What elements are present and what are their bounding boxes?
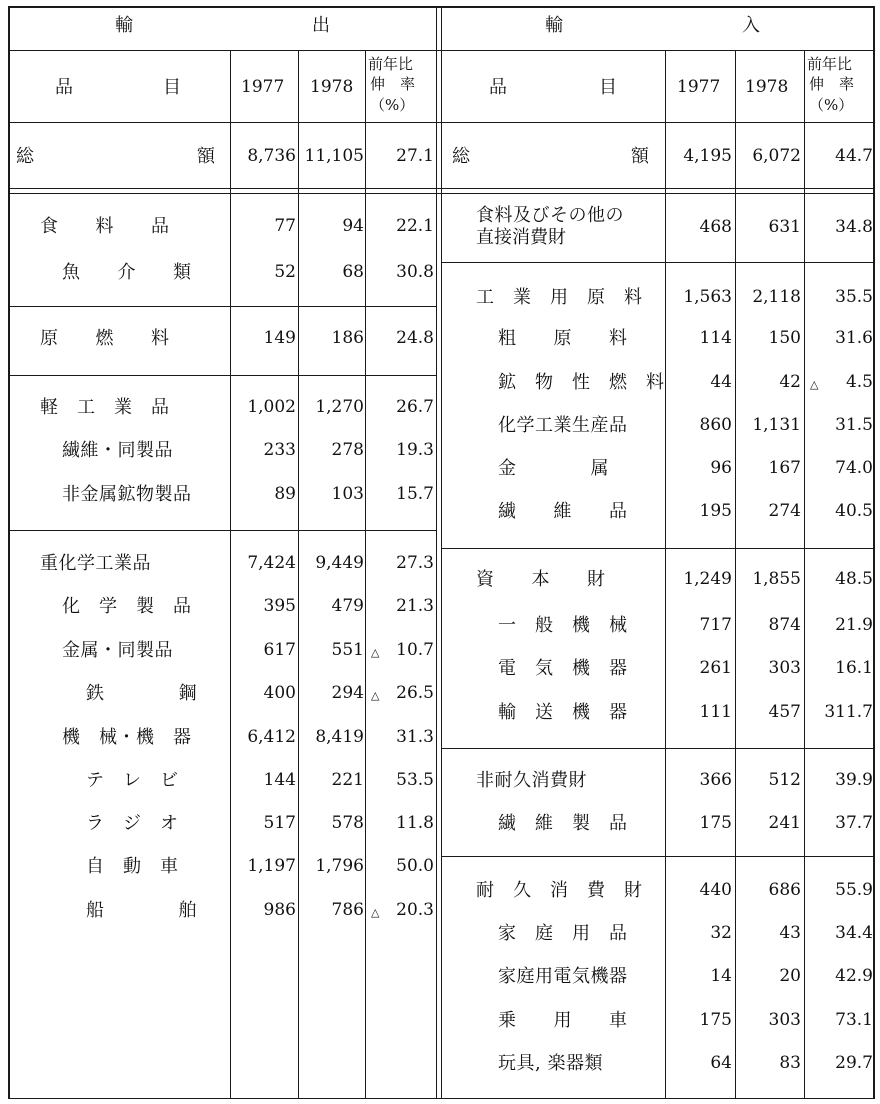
import-row-ratio: 73.1	[835, 1010, 873, 1030]
export-row-1977: 52	[274, 262, 296, 282]
import-row-1977: 114	[699, 328, 732, 348]
export-row-ratio: 20.3	[396, 900, 434, 920]
export-row-ratio: 30.8	[396, 262, 434, 282]
import-row-1977: 261	[699, 658, 732, 678]
export-row-label: 原 燃 料	[40, 328, 170, 349]
import-row-label: 工 業 用 原 料	[476, 287, 643, 308]
rule-right	[873, 6, 875, 1099]
import-row-ratio: 34.8	[835, 217, 873, 237]
export-col-1977: 1977	[241, 77, 285, 97]
import-row-1978: 686	[768, 880, 801, 900]
export-row-ratio: 21.3	[396, 596, 434, 616]
import-row-1977: 111	[699, 702, 732, 722]
export-row-1977: 517	[263, 813, 296, 833]
import-row-label: 繊 維 品	[498, 501, 628, 522]
export-heading-left: 輸	[115, 15, 133, 36]
export-row-1978: 1,270	[315, 397, 364, 417]
rule-imp-c3	[804, 50, 805, 1098]
export-col-ratio-1: 前年比	[368, 55, 414, 73]
import-row-1977: 860	[699, 415, 732, 435]
export-row-1978: 551	[331, 640, 364, 660]
import-col-item-2: 目	[599, 77, 617, 98]
rule-mid-b	[441, 6, 442, 1099]
import-row-1978: 274	[768, 501, 801, 521]
export-row-ratio: 10.7	[396, 640, 434, 660]
export-row-label: テ レ ビ	[86, 770, 179, 791]
import-total-label-left: 総	[452, 146, 470, 167]
export-row-ratio: 19.3	[396, 440, 434, 460]
import-row-ratio: 74.0	[835, 458, 873, 478]
export-row-1977: 1,197	[247, 856, 296, 876]
import-row-1977: 175	[699, 1010, 732, 1030]
import-row-1977: 44	[710, 372, 732, 392]
import-row-1977: 14	[710, 966, 732, 986]
rule-import-g1	[442, 262, 874, 263]
import-row-label: 粗 原 料	[498, 328, 628, 349]
import-row-1977: 468	[699, 217, 732, 237]
export-total-label-right: 額	[197, 146, 215, 167]
export-row-ratio: 15.7	[396, 484, 434, 504]
rule-exp-c1	[230, 50, 231, 1098]
rule-exp-c3	[365, 50, 366, 1098]
import-row-1977: 96	[710, 458, 732, 478]
import-col-ratio-3: （%）	[809, 96, 854, 114]
rule-import-g2	[442, 548, 874, 549]
import-row-1978: 457	[768, 702, 801, 722]
export-col-ratio-3: （%）	[370, 96, 415, 114]
export-heading-right: 出	[312, 15, 330, 36]
export-row-label: 軽 工 業 品	[40, 397, 170, 418]
import-row-1978: 512	[768, 770, 801, 790]
import-row-ratio: 55.9	[835, 880, 873, 900]
import-row-ratio: 34.4	[835, 923, 873, 943]
import-row-1978: 2,118	[752, 287, 801, 307]
rule-export-g1	[8, 306, 436, 307]
export-row-1978: 186	[331, 328, 364, 348]
import-total-label-right: 額	[631, 146, 649, 167]
export-row-1978: 9,449	[315, 553, 364, 573]
import-col-1977: 1977	[677, 77, 721, 97]
rule-exp-c2	[298, 50, 299, 1098]
import-row-ratio: 29.7	[835, 1053, 873, 1073]
export-row-ratio: 31.3	[396, 727, 434, 747]
export-row-label: 非金属鉱物製品	[62, 484, 192, 505]
import-row-1977: 366	[699, 770, 732, 790]
export-row-1977: 6,412	[247, 727, 296, 747]
import-row-1978: 43	[779, 923, 801, 943]
import-row-1977: 195	[699, 501, 732, 521]
import-row-label: 一 般 機 械	[498, 615, 628, 636]
import-row-label: 資 本 財	[476, 569, 606, 590]
export-row-ratio: 53.5	[396, 770, 434, 790]
export-row-label: 自 動 車	[86, 856, 179, 877]
export-col-ratio-2: 伸 率	[370, 75, 416, 93]
import-row-1978: 631	[768, 217, 801, 237]
export-row-ratio: 26.7	[396, 397, 434, 417]
import-col-ratio-2: 伸 率	[809, 75, 855, 93]
import-row-1978: 1,855	[752, 569, 801, 589]
export-row-1977: 986	[263, 900, 296, 920]
export-row-label: 食 料 品	[40, 216, 170, 237]
import-row-label: 電 気 機 器	[498, 658, 628, 679]
export-row-ratio: 22.1	[396, 216, 434, 236]
export-total-1978: 11,105	[304, 146, 364, 166]
import-row-label: 家 庭 用 品	[498, 923, 628, 944]
import-row-ratio: 4.5	[845, 372, 873, 392]
import-row-1978: 42	[779, 372, 801, 392]
export-row-neg-mark: △	[371, 689, 380, 702]
import-row-1977: 717	[699, 615, 732, 635]
import-row-1978: 241	[768, 813, 801, 833]
import-row-label: 繊 維 製 品	[498, 813, 628, 834]
export-total-1977: 8,736	[247, 146, 296, 166]
export-row-1978: 103	[331, 484, 364, 504]
export-row-1977: 395	[263, 596, 296, 616]
import-row-1977: 440	[699, 880, 732, 900]
import-row-ratio: 311.7	[824, 702, 873, 722]
rule-import-g4	[442, 856, 874, 857]
export-row-ratio: 27.3	[396, 553, 434, 573]
import-row-label: 金 属	[498, 458, 609, 479]
import-row-ratio: 35.5	[835, 287, 873, 307]
import-row-ratio: 31.6	[835, 328, 873, 348]
export-row-1977: 400	[263, 683, 296, 703]
import-row-neg-mark: △	[810, 378, 819, 391]
import-row-label: 家庭用電気機器	[498, 966, 628, 987]
import-row-ratio: 48.5	[835, 569, 873, 589]
import-row-ratio: 37.7	[835, 813, 873, 833]
import-col-item-1: 品	[489, 77, 507, 98]
export-row-1977: 77	[274, 216, 296, 236]
import-total-ratio: 44.7	[835, 146, 873, 166]
export-row-1978: 68	[342, 262, 364, 282]
export-row-1978: 8,419	[315, 727, 364, 747]
rule-imp-c1	[665, 50, 666, 1098]
export-row-1977: 144	[263, 770, 296, 790]
export-total-ratio: 27.1	[396, 146, 434, 166]
export-col-1978: 1978	[310, 77, 354, 97]
export-row-ratio: 24.8	[396, 328, 434, 348]
export-row-1978: 221	[331, 770, 364, 790]
export-total-label-left: 総	[16, 146, 34, 167]
export-row-label: ラ ジ オ	[86, 813, 179, 834]
import-row-1978: 874	[768, 615, 801, 635]
import-row-label: 輸 送 機 器	[498, 702, 628, 723]
import-heading-right: 入	[742, 15, 760, 36]
import-heading-left: 輸	[545, 15, 563, 36]
import-row-1977: 1,249	[683, 569, 732, 589]
export-row-ratio: 26.5	[396, 683, 434, 703]
export-row-1978: 1,796	[315, 856, 364, 876]
export-row-label: 繊維・同製品	[62, 440, 173, 461]
export-row-1977: 149	[263, 328, 296, 348]
import-row-1977: 175	[699, 813, 732, 833]
import-row-ratio: 31.5	[835, 415, 873, 435]
import-row-label-2: 直接消費財	[476, 227, 566, 248]
import-row-1978: 1,131	[752, 415, 801, 435]
export-row-neg-mark: △	[371, 906, 380, 919]
import-row-ratio: 16.1	[835, 658, 873, 678]
import-row-1977: 1,563	[683, 287, 732, 307]
export-row-1977: 89	[274, 484, 296, 504]
rule-imp-c2	[735, 50, 736, 1098]
export-col-item-1: 品	[55, 77, 73, 98]
export-row-1978: 479	[331, 596, 364, 616]
rule-export-g2	[8, 375, 436, 376]
export-row-neg-mark: △	[371, 646, 380, 659]
export-row-1977: 7,424	[247, 553, 296, 573]
export-row-1978: 294	[331, 683, 364, 703]
import-row-label: 非耐久消費財	[476, 770, 587, 791]
export-row-label: 重化学工業品	[40, 553, 151, 574]
export-row-1977: 617	[263, 640, 296, 660]
import-row-ratio: 21.9	[835, 615, 873, 635]
import-row-ratio: 39.9	[835, 770, 873, 790]
rule-export-g3	[8, 530, 436, 531]
export-row-1978: 578	[331, 813, 364, 833]
export-row-label: 鉄 鋼	[86, 683, 197, 704]
export-row-1978: 786	[331, 900, 364, 920]
import-row-label: 耐 久 消 費 財	[476, 880, 643, 901]
rule-left	[8, 6, 10, 1099]
import-row-label: 鉱 物 性 燃 料	[498, 372, 665, 393]
import-row-1978: 83	[779, 1053, 801, 1073]
import-row-1978: 150	[768, 328, 801, 348]
export-col-item-2: 目	[163, 77, 181, 98]
import-total-1977: 4,195	[683, 146, 732, 166]
export-row-1977: 1,002	[247, 397, 296, 417]
export-row-ratio: 11.8	[396, 813, 434, 833]
export-row-1978: 94	[342, 216, 364, 236]
export-row-1977: 233	[263, 440, 296, 460]
import-row-1977: 32	[710, 923, 732, 943]
import-row-label: 乗 用 車	[498, 1010, 628, 1031]
import-row-1978: 20	[779, 966, 801, 986]
import-row-label: 食料及びその他の	[476, 205, 624, 226]
import-total-1978: 6,072	[752, 146, 801, 166]
export-row-label: 金属・同製品	[62, 640, 173, 661]
rule-mid-a	[436, 6, 437, 1099]
import-row-ratio: 42.9	[835, 966, 873, 986]
import-col-ratio-1: 前年比	[807, 55, 853, 73]
import-row-1978: 303	[768, 658, 801, 678]
import-row-ratio: 40.5	[835, 501, 873, 521]
import-row-1977: 64	[710, 1053, 732, 1073]
export-row-label: 魚 介 類	[62, 262, 192, 283]
import-row-1978: 167	[768, 458, 801, 478]
import-col-1978: 1978	[745, 77, 789, 97]
export-row-label: 化 学 製 品	[62, 596, 192, 617]
export-row-label: 機 械・機 器	[62, 727, 192, 748]
import-row-label: 化学工業生産品	[498, 415, 628, 436]
export-row-label: 船 舶	[86, 900, 197, 921]
import-row-label: 玩具, 楽器類	[498, 1053, 603, 1074]
import-row-1978: 303	[768, 1010, 801, 1030]
export-row-1978: 278	[331, 440, 364, 460]
rule-import-g3	[442, 748, 874, 749]
export-row-ratio: 50.0	[396, 856, 434, 876]
